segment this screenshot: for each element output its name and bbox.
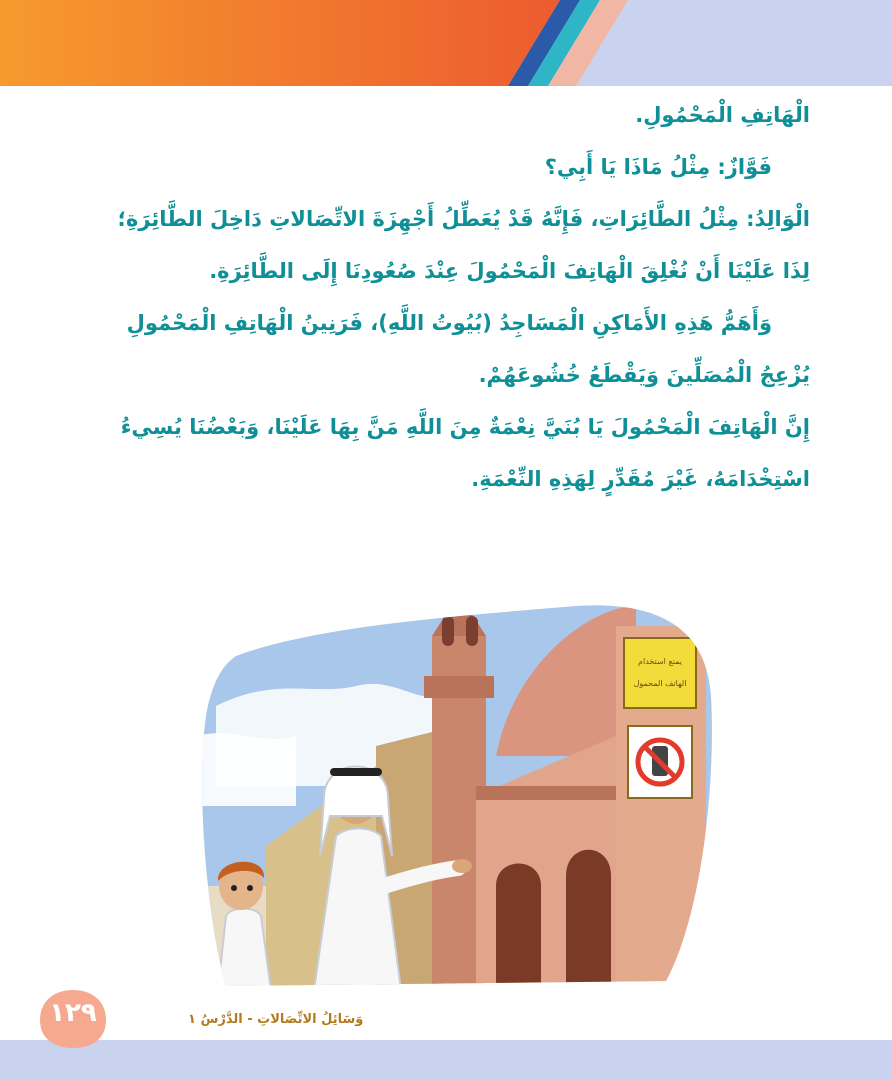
page-number-badge: [38, 988, 108, 1050]
story-text: [70, 92, 810, 508]
text-line-6: يُزْعِجُ الْمُصَلِّينَ وَيَقْطَعُ خُشُوعَهُمْ.: [478, 363, 810, 387]
text-line-5: وَأَهَمُّ هَذِهِ الأَمَاكِنِ الْمَسَاجِدُ (بُيُوتُ اللَّهِ)، فَرَنِينُ الْهَاتِفِ الْمَحْمُولِ: [126, 311, 772, 335]
text-line-4: لِذَا عَلَيْنَا أَنْ نُغْلِقَ الْهَاتِفَ الْمَحْمُولَ عِنْدَ صُعُودِنَا إِلَى الطَّائِرَةِ.: [209, 259, 810, 283]
footer-band: [0, 1040, 892, 1080]
text-line-1: الْهَاتِفِ الْمَحْمُولِ.: [635, 103, 810, 127]
text-line-7: إِنَّ الْهَاتِفَ الْمَحْمُولَ يَا بُنَيَّ نِعْمَةٌ مِنَ اللَّهِ مَنَّ بِهَا عَلَيْنَا، وَبَعْضُنَا يُسِيءُ: [120, 415, 810, 439]
mosque-illustration: [196, 586, 718, 990]
header-band: [0, 0, 892, 86]
sign-text-1: يمنع استخدام: [638, 657, 682, 666]
text-line-8: اسْتِخْدَامَهُ، غَيْرَ مُقَدِّرٍ لِهَذِهِ النِّعْمَةِ.: [471, 467, 810, 491]
footer-caption: وَسَائِلُ الاتِّصَالاتِ - الدَّرْسُ ١: [188, 1012, 364, 1027]
text-line-3: الْوَالِدُ: مِثْلُ الطَّائِرَاتِ، فَإِنَّهُ قَدْ يُعَطِّلُ أَجْهِزَةَ الاتِّصَالاتِ دَاخِلَ الطَّائِرَةِ؛: [117, 207, 810, 231]
page-number: ١٢٩: [49, 998, 97, 1028]
sign-text-2: الهاتف المحمول: [633, 679, 687, 688]
text-line-2: فَوَّازٌ: مِثْلُ مَاذَا يَا أَبِي؟: [544, 155, 772, 179]
